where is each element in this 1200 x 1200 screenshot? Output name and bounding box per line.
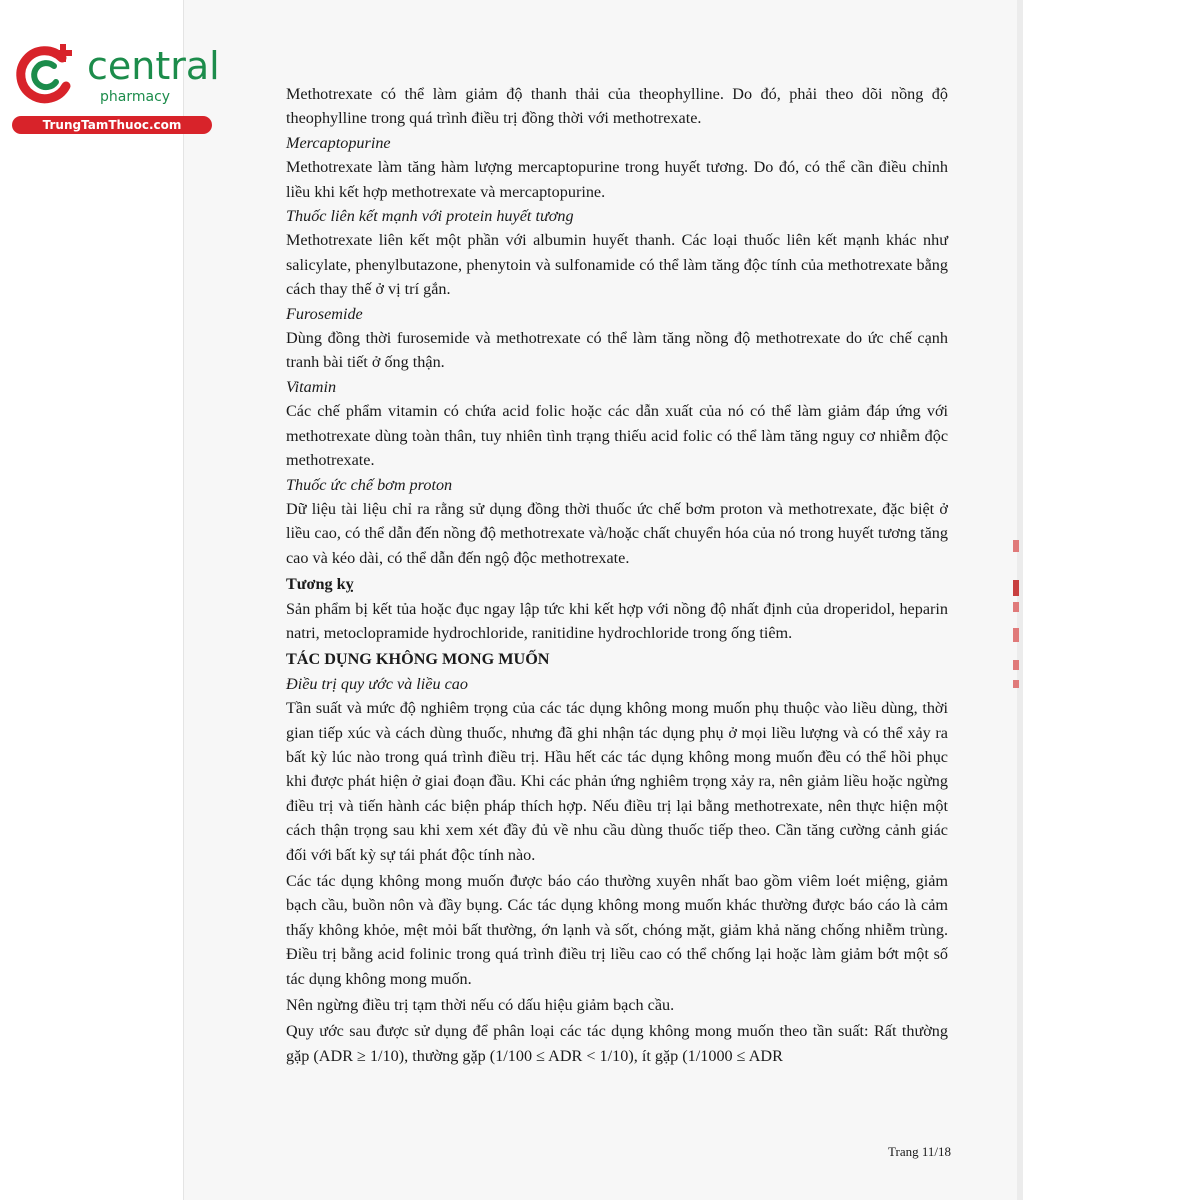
section-heading: Tương kỵ bbox=[286, 575, 354, 594]
body-paragraph: Các tác dụng không mong muốn được báo cáo thường xuyên nhất bao gồm viêm loét miệng, giảm bạch cầu, buồn nôn và đầy bụng. Các tác dụng không mong muốn khác thường được báo cáo là cảm thấy không khỏe, mệt mỏi bất thường, ớn lạnh và sốt, chóng mặt, giảm khả năng chống nhiễm trùng. Điều trị bằng acid folinic trong quá trình điều trị liều cao có thể chống lại hoặc làm giảm bớt một số tác dụng không mong muốn. bbox=[286, 872, 948, 988]
logo-name: central bbox=[87, 44, 220, 88]
subheading: Furosemide bbox=[286, 304, 363, 323]
logo-subtitle: pharmacy bbox=[100, 89, 171, 105]
body-paragraph: Tần suất và mức độ nghiêm trọng của các tác dụng không mong muốn phụ thuộc vào liều dùng, thời gian tiếp xúc và cách dùng thuốc, nhưng đã ghi nhận tác dụng phụ ở mọi liều lượng và có thể xảy ra bất kỳ lúc nào trong quá trình điều trị. Hầu hết các tác dụng không mong muốn đều có thể hồi phục khi được phát hiện ở giai đoạn đầu. Khi các phản ứng nghiêm trọng xảy ra, nên giảm liều hoặc ngừng điều trị và tiến hành các biện pháp thích hợp. Nếu điều trị lại bằng methotrexate, nên thực hiện một cách thận trọng sau khi xem xét đầy đủ về nhu cầu dùng thuốc tiếp theo. Cần tăng cường cảnh giác đối với bất kỳ sự tái phát độc tính nào. bbox=[286, 699, 948, 864]
body-paragraph: Nên ngừng điều trị tạm thời nếu có dấu hiệu giảm bạch cầu. bbox=[286, 996, 675, 1015]
subheading: Thuốc ức chế bơm proton bbox=[286, 475, 453, 494]
stamp-mark bbox=[1009, 530, 1023, 700]
document-body bbox=[286, 82, 948, 1068]
body-paragraph: Quy ước sau được sử dụng để phân loại các tác dụng không mong muốn theo tần suất: Rất thường gặp (ADR ≥ 1/10), thường gặp (1/100 ≤ ADR < 1/10), ít gặp (1/1000 ≤ ADR bbox=[286, 1022, 948, 1065]
body-paragraph: Methotrexate liên kết một phần với albumin huyết thanh. Các loại thuốc liên kết mạnh khác như salicylate, phenylbutazone, phenytoin và sulfonamide có thể làm tăng độc tính của methotrexate bằng cách thay thế ở vị trí gắn. bbox=[286, 231, 948, 299]
page-number: Trang 11/18 bbox=[888, 1144, 951, 1159]
subheading: Điều trị quy ước và liều cao bbox=[286, 674, 468, 693]
body-paragraph: Sản phẩm bị kết tủa hoặc đục ngay lập tức khi kết hợp với nồng độ nhất định của droperidol, heparin natri, metoclopramide hydrochloride, ranitidine hydrochloride trong ống tiêm. bbox=[286, 599, 948, 642]
body-paragraph: Dữ liệu tài liệu chỉ ra rằng sử dụng đồng thời thuốc ức chế bơm proton và methotrexate, đặc biệt ở liều cao, có thể dẫn đến nồng độ methotrexate và/hoặc chất chuyển hóa của nó trong huyết tương tăng cao và kéo dài, có thể dẫn đến ngộ độc methotrexate. bbox=[286, 499, 948, 567]
body-paragraph: Dùng đồng thời furosemide và methotrexate có thể làm tăng nồng độ methotrexate do ức chế cạnh tranh bài tiết ở ống thận. bbox=[286, 329, 948, 372]
subheading: Mercaptopurine bbox=[286, 133, 391, 152]
subheading: Vitamin bbox=[286, 377, 337, 396]
body-paragraph: Các chế phẩm vitamin có chứa acid folic hoặc các dẫn xuất của nó có thể làm giảm đáp ứng với methotrexate dùng toàn thân, tuy nhiên tình trạng thiếu acid folic có thể làm tăng nguy cơ nhiễm độc methotrexate. bbox=[286, 402, 948, 470]
logo-website[interactable]: TrungTamThuoc.com bbox=[12, 116, 212, 134]
section-title: TÁC DỤNG KHÔNG MONG MUỐN bbox=[286, 650, 550, 669]
body-paragraph: Methotrexate có thể làm giảm độ thanh thải của theophylline. Do đó, phải theo dõi nồng độ theophylline trong quá trình điều trị đồng thời với methotrexate. bbox=[286, 85, 948, 128]
central-pharmacy-logo[interactable] bbox=[8, 36, 218, 136]
pharmacy-logo-icon bbox=[10, 40, 80, 110]
body-paragraph: Methotrexate làm tăng hàm lượng mercaptopurine trong huyết tương. Do đó, có thể cần điều chỉnh liều khi kết hợp methotrexate và mercaptopurine. bbox=[286, 158, 948, 201]
subheading: Thuốc liên kết mạnh với protein huyết tương bbox=[286, 207, 574, 226]
